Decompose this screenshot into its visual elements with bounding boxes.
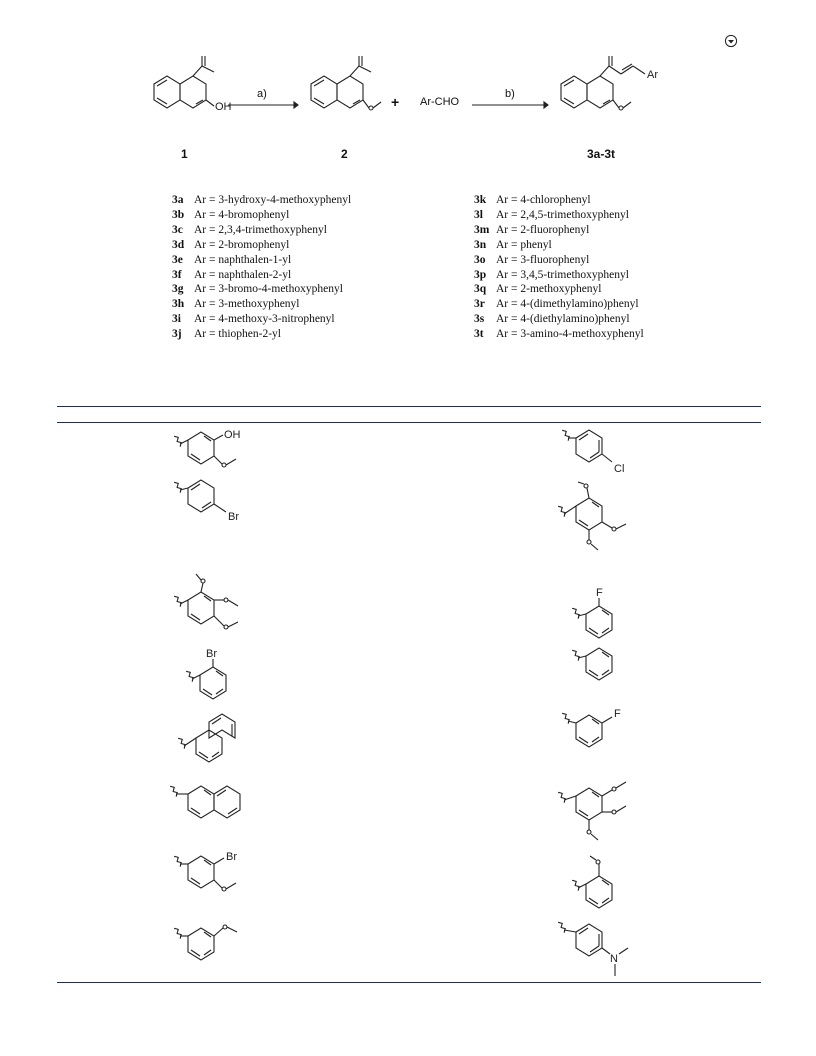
- legend-text: Ar = 2-methoxyphenyl: [496, 283, 602, 296]
- legend-row: [172, 268, 351, 283]
- structure-3a: [168, 426, 268, 476]
- structure-3p: [552, 770, 662, 850]
- legend-row: [172, 282, 351, 297]
- legend-id: 3m: [474, 223, 490, 236]
- structure-3f: [166, 776, 276, 836]
- structure-3b: [168, 478, 268, 528]
- f-label: F: [596, 587, 603, 599]
- legend-text: Ar = 4-methoxy-3-nitrophenyl: [194, 313, 335, 326]
- legend-text: Ar = 2-bromophenyl: [194, 238, 290, 251]
- legend-text: Ar = 3-fluorophenyl: [496, 253, 590, 266]
- cl-label: Cl: [614, 463, 625, 475]
- legend-id: 3t: [474, 328, 484, 341]
- legend-text: Ar = thiophen-2-yl: [194, 328, 281, 341]
- legend-text: Ar = 3-methoxyphenyl: [194, 298, 300, 311]
- structure-3o: [556, 703, 656, 758]
- step-a-label: a): [257, 88, 267, 100]
- legend-row: [474, 268, 644, 283]
- legend-row: [474, 297, 644, 312]
- legend-id: 3n: [474, 238, 487, 251]
- legend-id: 3a: [172, 194, 184, 206]
- legend-text: Ar = 4-chlorophenyl: [496, 194, 591, 206]
- legend-text: Ar = 3,4,5-trimethoxyphenyl: [496, 268, 629, 281]
- legend-left: [172, 193, 351, 342]
- oh-label: OH: [224, 429, 241, 441]
- download-circle-icon[interactable]: [724, 34, 738, 48]
- reagent-label: Ar-CHO: [420, 96, 460, 108]
- br-label: Br: [228, 511, 239, 523]
- legend-text: Ar = naphthalen-1-yl: [194, 253, 292, 266]
- legend-id: 3q: [474, 283, 487, 296]
- structure-3n: [566, 640, 646, 690]
- n-label: N: [610, 953, 618, 965]
- legend-row: [172, 253, 351, 268]
- compound-3-label: 3a-3t: [587, 147, 616, 161]
- arrow-a: [228, 100, 298, 110]
- legend-id: 3r: [474, 298, 485, 311]
- structure-3l: [552, 478, 662, 573]
- structure-3g: [168, 846, 268, 906]
- legend-id: 3o: [474, 253, 486, 266]
- legend-id: 3k: [474, 194, 487, 206]
- table-top-rule: [57, 406, 761, 407]
- legend-id: 3g: [172, 283, 184, 296]
- legend-id: 3b: [172, 208, 185, 221]
- br-label: Br: [226, 851, 237, 863]
- legend-row: [172, 297, 351, 312]
- legend-text: Ar = 3-bromo-4-methoxyphenyl: [194, 283, 343, 296]
- structure-3e: [174, 708, 274, 778]
- legend-text: Ar = 2-fluorophenyl: [496, 223, 590, 236]
- legend-row: [474, 312, 644, 327]
- hydroxy-label: OH: [215, 101, 232, 113]
- f-label: F: [614, 708, 621, 720]
- legend-row: [172, 223, 351, 238]
- legend-row: [474, 223, 644, 238]
- legend-row: [474, 238, 644, 253]
- legend-row: [474, 193, 644, 208]
- structure-3k: [556, 426, 656, 481]
- compound-2-label: 2: [341, 147, 348, 161]
- legend-text: Ar = 3-amino-4-methoxyphenyl: [496, 328, 644, 341]
- legend-text: Ar = naphthalen-2-yl: [194, 268, 292, 281]
- legend-text: Ar = 4-bromophenyl: [194, 208, 290, 221]
- structure-3q: [566, 852, 646, 922]
- table-header-rule: [57, 422, 761, 423]
- legend-text: Ar = phenyl: [496, 238, 552, 251]
- structure-3h: [168, 918, 268, 973]
- legend-text: Ar = 4-(diethylamino)phenyl: [496, 313, 630, 326]
- legend-row: [474, 282, 644, 297]
- legend-row: [474, 253, 644, 268]
- legend-row: [172, 193, 351, 208]
- legend-id: 3h: [172, 298, 185, 311]
- compound-3-structure: [553, 68, 673, 138]
- plus-sign: +: [391, 94, 400, 110]
- legend-id: 3s: [474, 313, 485, 326]
- legend-row: [172, 312, 351, 327]
- legend-row: [172, 238, 351, 253]
- legend-row: [172, 327, 351, 342]
- legend-id: 3d: [172, 238, 185, 251]
- legend-row: [172, 208, 351, 223]
- legend-id: 3p: [474, 268, 487, 281]
- br-label: Br: [206, 648, 217, 660]
- legend-text: Ar = 3-hydroxy-4-methoxyphenyl: [194, 194, 352, 206]
- structure-3d: [180, 645, 260, 705]
- legend-id: 3l: [474, 208, 483, 221]
- legend-id: 3j: [172, 328, 182, 341]
- legend-text: Ar = 4-(dimethylamino)phenyl: [496, 298, 639, 311]
- step-b-label: b): [505, 88, 515, 100]
- legend-row: [474, 208, 644, 223]
- legend-right: [474, 193, 644, 342]
- structure-3r: [552, 918, 662, 983]
- legend-id: 3e: [172, 253, 183, 266]
- compound-1-label: 1: [181, 147, 188, 161]
- legend-text: Ar = 2,4,5-trimethoxyphenyl: [496, 208, 629, 221]
- legend-id: 3c: [172, 223, 183, 236]
- aryl-label: Ar: [647, 69, 658, 81]
- legend-id: 3f: [172, 268, 182, 281]
- legend-text: Ar = 2,3,4-trimethoxyphenyl: [194, 223, 327, 236]
- compound-2-structure: [303, 68, 393, 138]
- legend-id: 3i: [172, 313, 181, 326]
- arrow-b: [472, 100, 548, 110]
- structure-3c: [168, 572, 268, 642]
- legend-row: [474, 327, 644, 342]
- structure-3m: [566, 584, 646, 644]
- compound-1-structure: [140, 68, 230, 138]
